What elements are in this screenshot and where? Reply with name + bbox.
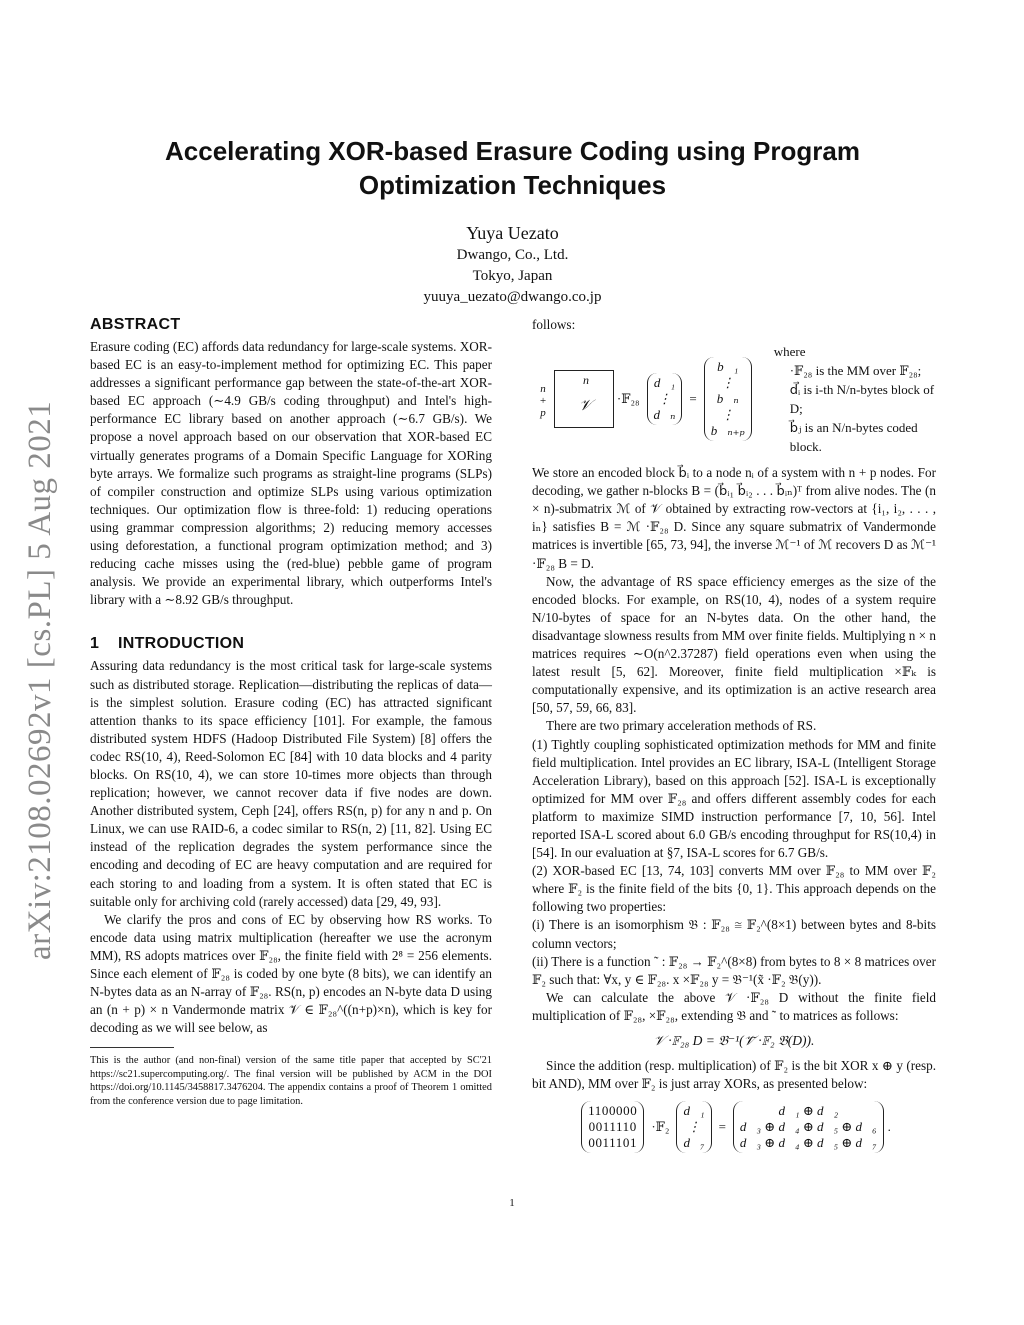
coded-vector-mid: b⃗ₙ	[716, 391, 739, 407]
input-vector-bottom: d⃗₇	[683, 1135, 705, 1151]
input-vector-dots: ⋮	[687, 1119, 701, 1135]
author-location: Tokyo, Japan	[472, 268, 553, 284]
where-label: where	[773, 344, 806, 360]
matrix-cols-label: n	[583, 373, 589, 388]
matrix-rows-label: n + p	[539, 383, 547, 420]
bit-matrix-row-3: 0011101	[588, 1135, 638, 1151]
arxiv-stamp: arXiv:2108.02692v1 [cs.PL] 5 Aug 2021	[22, 400, 58, 960]
result-vector	[733, 1101, 884, 1153]
coded-vector-bottom: b⃗ₙ₊ₚ	[710, 423, 745, 439]
result-row-2: d⃗₃ ⊕ d⃗₄ ⊕ d⃗₅ ⊕ d⃗₆	[739, 1119, 877, 1135]
right-paragraph-6: (i) There is an isomorphism 𝔅 : 𝔽₂₈ ≅ 𝔽₂^(8×1) between bytes and 8-bits column vectors;	[532, 917, 936, 951]
paper-title: Accelerating XOR-based Erasure Coding using Program Optimization Techniques	[165, 136, 860, 200]
conversion-equation: 𝒱 ·𝔽₂₈ D = 𝔅⁻¹(𝒱̃ ·𝔽₂ 𝔅(D)).	[653, 1033, 815, 1048]
intro-heading	[90, 635, 492, 653]
data-vector-bottom: d⃗ₙ	[653, 407, 676, 423]
bit-matrix-row-1: 1100000	[588, 1103, 638, 1119]
coded-vector-dots-1: ⋮	[721, 375, 735, 391]
author-name: Yuya Uezato	[466, 223, 559, 243]
intro-paragraph-1: Assuring data redundancy is the most critical task for large-scale systems such as distributed storage. Replication—distributing the replicas of data—is the simplest solution. Erasure coding (EC) has attracted significant attention thanks to its space efficiency [101]. For example, the famous distributed system HDFS (Hadoop Distributed File System) [8] offers the codec RS(10, 4), Reed-Solomon EC [84] with 10 data blocks and 4 parity blocks. On RS(10, 4), we can store 10-times more objects than through replication; however, we cannot recover data if five nodes are down. Another distributed system, Ceph [24], offers RS(n, p) for any n and p. On Linux, we can use RAID-6, a codec similar to RS(n, 2) [11, 82]. Using EC instead of the replication degrades the system performance since the encoding and decoding of EC are heavy computation and are required for each storing to and loading from a system. It is often stated that EC is suitable only for archiving cold (rarely accessed) data [29, 49, 93].	[90, 658, 492, 909]
intro-title: INTRODUCTION	[118, 635, 245, 653]
author-block	[300, 221, 725, 308]
f2-mult-operator: ·𝔽₂	[651, 1119, 670, 1135]
right-paragraph-5: (2) XOR-based EC [13, 74, 103] converts MM over 𝔽₂₈ to MM over 𝔽₂ where 𝔽₂ is the finite field of the bits {0, 1}. This approach depends on the following two properties:	[532, 863, 936, 915]
where-item-1: ·𝔽₂₈ is the MM over 𝔽₂₈;	[789, 363, 922, 379]
left-column	[90, 316, 492, 1108]
where-item-3: b⃗ⱼ is an N/n-bytes coded block.	[789, 420, 918, 455]
matrix-symbol: 𝒱	[579, 398, 592, 415]
page-number: 1	[509, 1197, 515, 1209]
coded-vector	[704, 357, 752, 441]
equals-sign: =	[689, 391, 697, 407]
footnote-rule	[90, 1047, 174, 1048]
right-column	[532, 316, 936, 1153]
right-paragraph-2: Now, the advantage of RS space efficiency emerges as the size of the encoded blocks. For example, on RS(10, 4), nodes of a system require N/10-bytes of space for an N-bytes data. On the other hand, the disadvantage slowness results from MM over finite fields. Multiplying n × n matrices requires ∼O(n^2.37287) field operations even when using the latest result [5, 62]. Moreover, finite field multiplication ×𝔽ₖ is computationally expensive, and its optimization is an active research area [50, 57, 59, 66, 83].	[532, 573, 936, 716]
input-vector-top: d⃗₁	[683, 1103, 705, 1119]
footnote: This is the author (and non-final) version of the same title paper that accepted by SC'21 https://sc21.supercomputing.org/. The final version will be published by ACM in the DOI https://doi.org/10.1145/3458817.3476204. The appendix contains a proof of Theorem 1 omitted from the conference version due to page limitation.	[90, 1055, 492, 1107]
result-row-1: d⃗₁ ⊕ d⃗₂	[778, 1103, 839, 1119]
author-email: yuuya_uezato@dwango.co.jp	[423, 289, 602, 305]
data-vector-dots: ⋮	[657, 391, 671, 407]
equation-period: .	[887, 1119, 891, 1135]
where-item-2: d⃗ᵢ is i-th N/n-bytes block of D;	[789, 382, 935, 417]
author-affiliation: Dwango, Co., Ltd.	[456, 247, 569, 263]
xor-example-equation	[532, 1101, 936, 1153]
coded-vector-dots-2: ⋮	[721, 407, 735, 423]
vandermonde-matrix	[539, 370, 614, 428]
bit-matrix-row-2: 0011110	[588, 1119, 637, 1135]
right-paragraph-8: We can calculate the above 𝒱 ·𝔽₂₈ D without the finite field multiplication of 𝔽₂₈, ×𝔽₂₈, extending 𝔅 and ˜ to matrices as follows:	[532, 989, 936, 1023]
intro-number: 1	[90, 635, 100, 653]
where-clause	[774, 342, 936, 456]
intro-paragraph-2: We clarify the pros and cons of EC by observing how RS works. To encode data using matrix multiplication (hereafter we use the acronym MM), RS adopts matrices over 𝔽₂₈, the finite field with 2⁸ = 256 elements. Since each element of 𝔽₂₈ is coded by one byte (8 bits), we can identify an N-bytes data as an N-array of 𝔽₂₈. RS(n, p) encodes an N-byte data D using an (n + p) × n Vandermonde matrix 𝒱 ∈ 𝔽₂₈^((n+p)×n), which is key for decoding as we will see below, as	[90, 911, 492, 1036]
right-paragraph-1: We store an encoded block b⃗ᵢ to a node nᵢ of a system with n + p nodes. For decoding, we gather n-blocks B = (b⃗ᵢ₁ b⃗ᵢ₂ . . . b⃗ᵢₙ)ᵀ from alive nodes. The (n × n)-submatrix ℳ of 𝒱 obtained by extracting row-vectors at {i₁, i₂, . . . , iₙ} satisfies B = ℳ ·𝔽₂₈ D. Since any square submatrix of Vandermonde matrices is invertible [65, 73, 94], the inverse ℳ⁻¹ of ℳ recovers D as ℳ⁻¹ ·𝔽₂₈ B = D.	[532, 465, 936, 571]
input-vector	[676, 1101, 711, 1153]
result-row-3: d⃗₃ ⊕ d⃗₄ ⊕ d⃗₅ ⊕ d⃗₇	[739, 1135, 877, 1151]
encoding-equation	[536, 342, 936, 456]
follows-text: follows:	[532, 317, 576, 332]
mult-operator: ·𝔽₂₈	[616, 391, 640, 407]
right-paragraph-9: Since the addition (resp. multiplication) of 𝔽₂ is the bit XOR x ⊕ y (resp. bit AND), MM over 𝔽₂ is just array XORs, as presented below:	[532, 1058, 936, 1092]
data-vector-top: d⃗₁	[653, 375, 676, 391]
data-vector	[647, 373, 683, 425]
right-paragraph-4: (1) Tightly coupling sophisticated optimization methods for MM and finite field multiplication. Intel provides an EC library, ISA-L (Intelligent Storage Acceleration Library), based on this approach [52]. ISA-L is exceptionally optimized for MM over 𝔽₂₈ and offers different assembly codes for each platform to maximize SIMD instruction performance [7, 10, 56]. Intel reported ISA-L scored about 6.0 GB/s encoding throughput for RS(10,4) in [54]. In our evaluation at §7, ISA-L scores for 6.7 GB/s.	[532, 736, 936, 861]
abstract-heading: ABSTRACT	[90, 316, 181, 333]
abstract-text: Erasure coding (EC) affords data redundancy for large-scale systems. XOR-based EC is an easy-to-implement method for optimizing EC. This paper addresses a significant performance gap between the state-of-the-art XOR-based EC approach (∼4.9 GB/s coding throughput) and Intel's high-performance EC library based on another approach (∼6.7 GB/s). We propose a novel approach based on our observation that XOR-based EC virtually generates programs of a Domain Specific Language for XORing byte arrays. We formalize such programs as straight-line programs (SLPs) of compiler construction and optimize SLPs using various optimization techniques. Our optimization flow is three-fold: 1) reducing operations using grammar compression algorithms; 2) reducing memory accesses using deforestation, a functional program optimization method; and 3) reducing cache misses using the (red-blue) pebble game of program analysis. We provide an experimental library, which outperforms Intel's library with a ∼8.92 GB/s throughput.	[90, 339, 492, 608]
coded-vector-top: b⃗₁	[717, 359, 739, 375]
xor-equals-sign: =	[718, 1119, 726, 1135]
bit-matrix	[581, 1101, 644, 1153]
right-paragraph-3: There are two primary acceleration methods of RS.	[546, 718, 817, 734]
right-paragraph-7: (ii) There is a function ˜ : 𝔽₂₈ → 𝔽₂^(8×8) from bytes to 8 × 8 matrices over 𝔽₂ such that: ∀x, y ∈ 𝔽₂₈. x ×𝔽₂₈ y = 𝔅⁻¹(x̃ ·𝔽₂ 𝔅(y)).	[532, 953, 936, 987]
